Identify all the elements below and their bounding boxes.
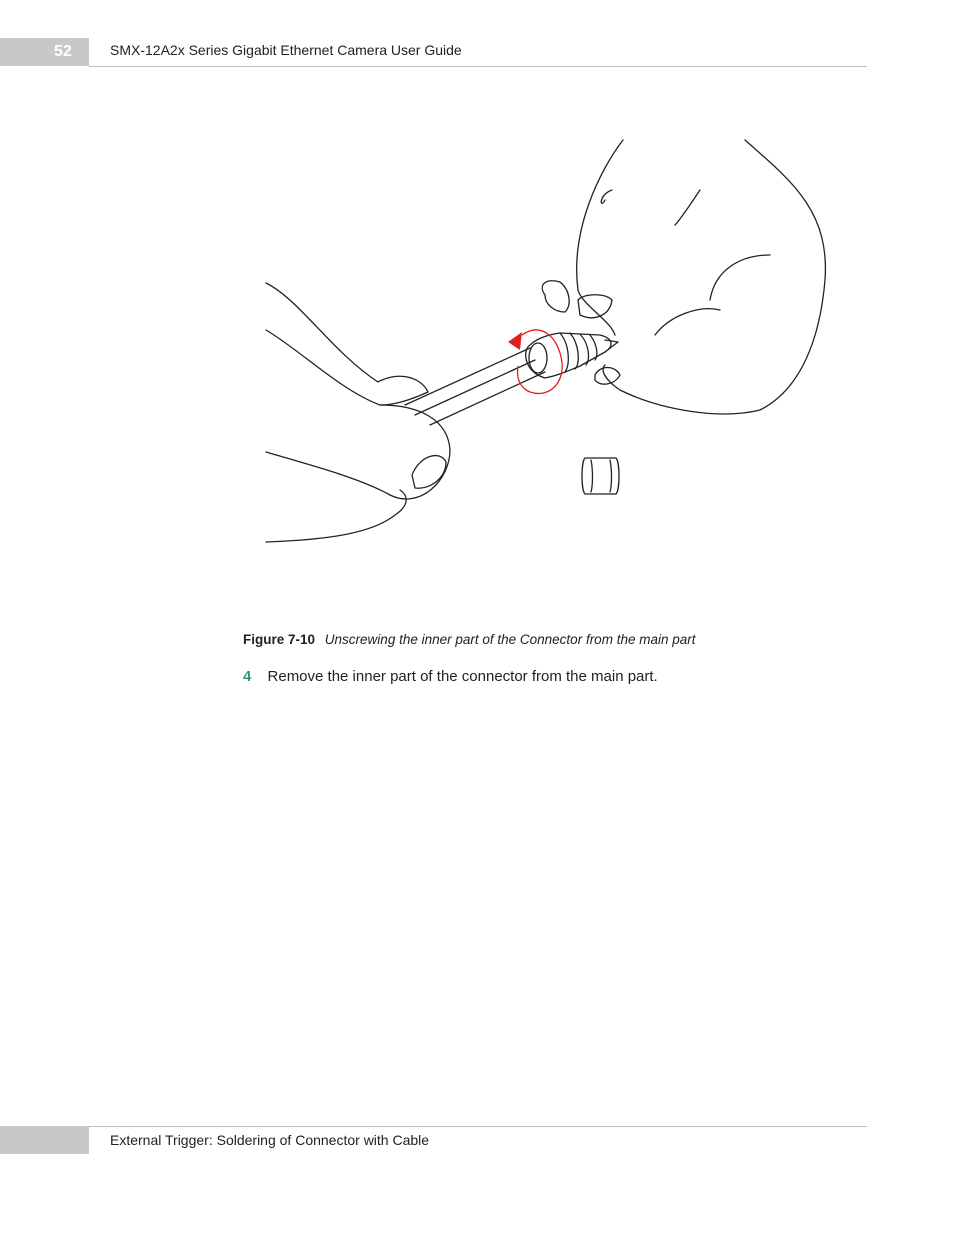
step-text: Remove the inner part of the connector from the main part. <box>267 668 658 685</box>
right-hand-index <box>577 140 623 335</box>
page-number: 52 <box>54 43 72 60</box>
connector-thread-4 <box>590 335 597 360</box>
rotation-arrow <box>518 330 563 394</box>
header-title: SMX-12A2x Series Gigabit Ethernet Camera User Guide <box>110 42 462 58</box>
inner-part-line <box>591 460 612 492</box>
right-hand-lower-nail <box>595 368 620 385</box>
connector-opening <box>529 343 547 373</box>
connector-thread-2 <box>570 333 578 369</box>
figure-caption <box>243 632 695 647</box>
right-hand-knuckle <box>601 190 700 225</box>
header-tab <box>0 38 89 66</box>
connector-tip <box>605 340 618 352</box>
connector-thread-3 <box>580 334 588 365</box>
left-hand-outline <box>266 283 428 405</box>
left-hand-lower <box>266 490 406 542</box>
rotation-arrowhead <box>508 332 522 350</box>
inner-part <box>582 458 619 494</box>
footer-rule <box>89 1126 867 1127</box>
figure-label: Figure 7-10 <box>243 632 316 647</box>
connector-thread-1 <box>560 333 568 372</box>
footer-text: External Trigger: Soldering of Connector with Cable <box>110 1132 430 1148</box>
screwdriver-shaft <box>405 348 545 425</box>
step-number: 4 <box>243 668 252 685</box>
right-hand-fold <box>655 255 770 335</box>
left-hand-thumb <box>266 405 450 499</box>
figure-caption-text: Unscrewing the inner part of the Connector from the main part <box>324 632 696 647</box>
footer-tab <box>0 1126 89 1154</box>
connector-unscrewing-illustration <box>255 125 845 555</box>
left-hand-thumbnail <box>412 456 446 489</box>
right-hand-fingertip <box>542 281 569 312</box>
right-hand-back <box>603 140 825 414</box>
header-rule <box>89 66 867 67</box>
step-item <box>243 668 658 685</box>
